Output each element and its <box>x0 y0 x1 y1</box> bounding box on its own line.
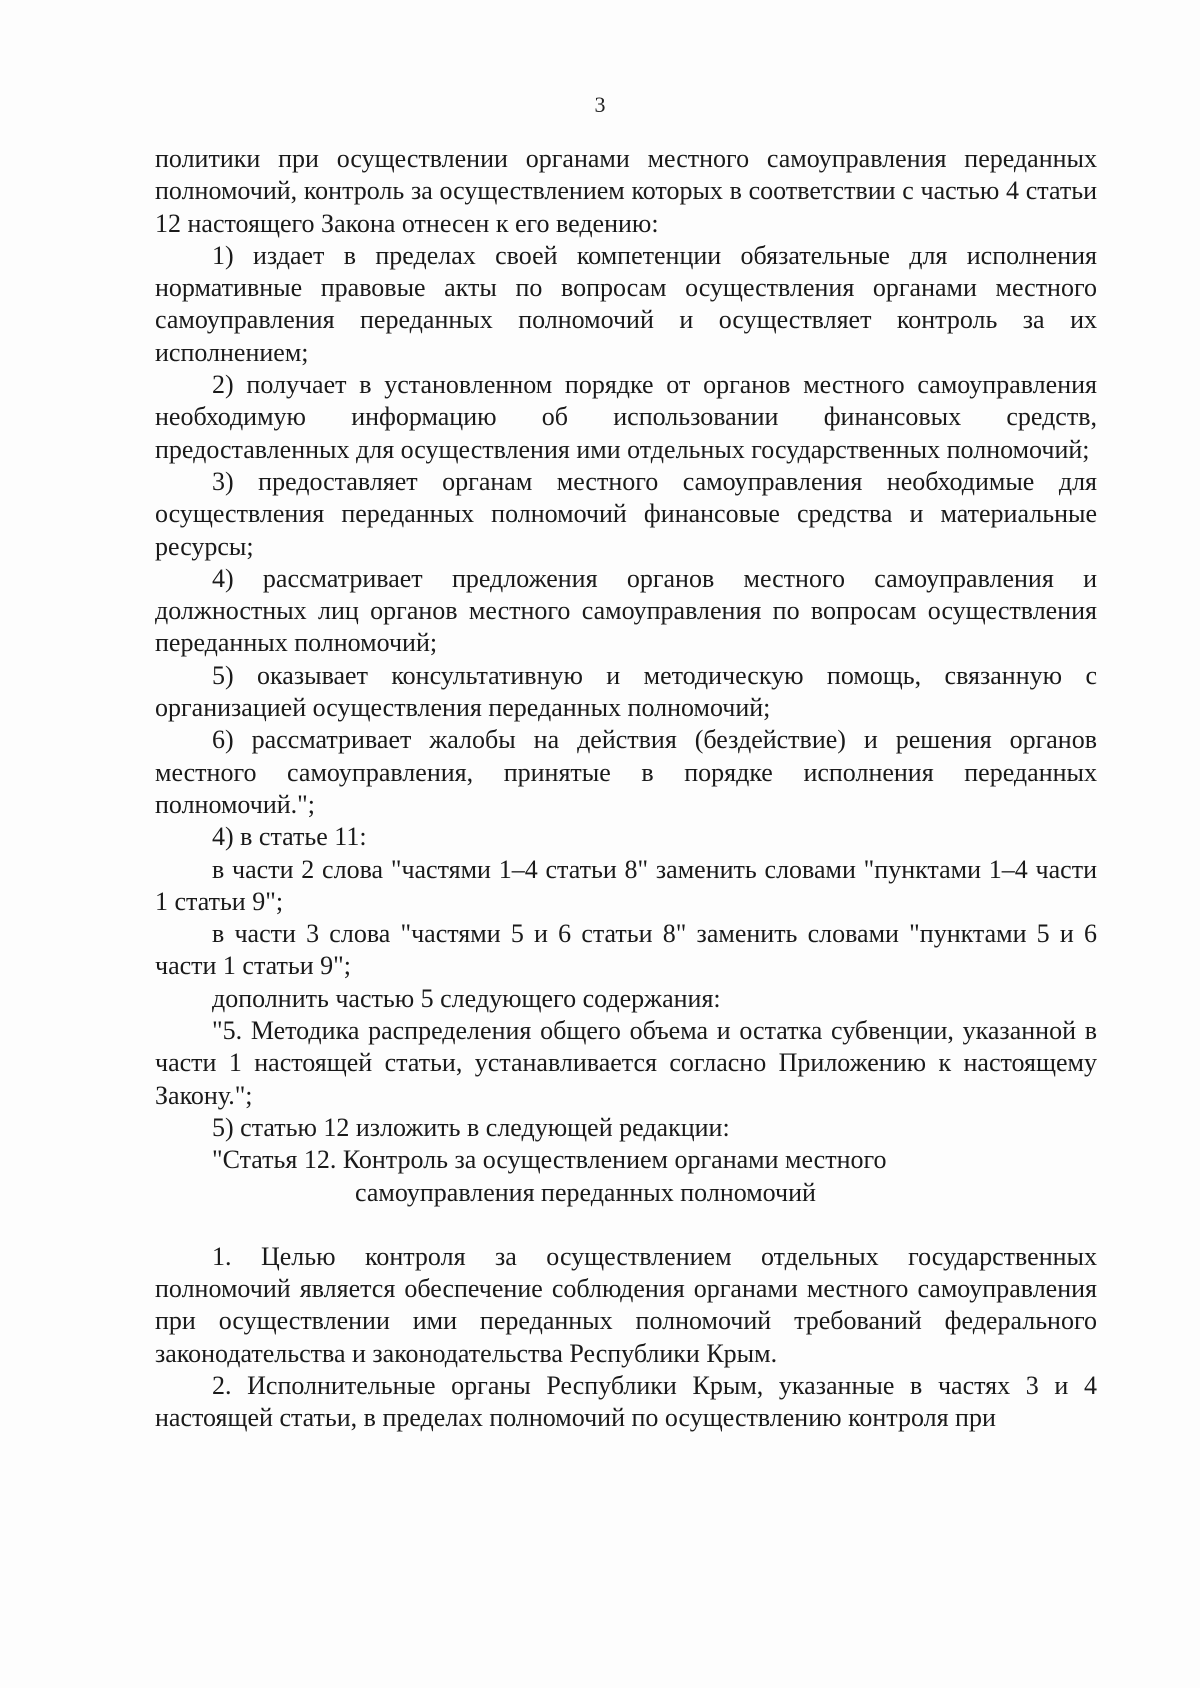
paragraph: 1) издает в пределах своей компетенции обязательные для исполнения нормативные правовые акты по вопросам осуществления органами местного самоуправления переданных полномочий и осуществляет контроль за их исполнением; <box>155 240 1097 367</box>
paragraph-spacer <box>155 1209 1097 1241</box>
article-heading-line: самоуправления переданных полномочий <box>355 1177 816 1207</box>
document-body <box>155 143 1097 1435</box>
paragraph: 4) рассматривает предложения органов местного самоуправления и должностных лиц органов местного самоуправления по вопросам осуществления переданных полномочий; <box>155 563 1097 658</box>
paragraph: 5) статью 12 изложить в следующей редакции: <box>212 1112 730 1142</box>
paragraph: 1. Целью контроля за осуществлением отдельных государственных полномочий является обеспечение соблюдения органами местного самоуправления при осуществлении ими переданных полномочий требований федерального законодательства и законодательства Республики Крым. <box>155 1241 1097 1368</box>
paragraph: 4) в статье 11: <box>212 822 367 852</box>
paragraph: "5. Методика распределения общего объема и остатка субвенции, указанной в части 1 настоящей статьи, устанавливается согласно Приложению к настоящему Закону."; <box>155 1016 1097 1110</box>
paragraph: 6) рассматривает жалобы на действия (бездействие) и решения органов местного самоуправления, принятые в порядке исполнения переданных полномочий."; <box>155 725 1097 819</box>
paragraph: 3) предоставляет органам местного самоуправления необходимые для осуществления переданных полномочий финансовые средства и материальные ресурсы; <box>155 466 1097 561</box>
article-heading-line: "Статья 12. Контроль за осуществлением органами местного <box>212 1145 887 1175</box>
paragraph: 2) получает в установленном порядке от органов местного самоуправления необходимую информацию об использовании финансовых средств, предоставленных для осуществления ими отдельных государственных полномочий; <box>155 370 1097 464</box>
page-number: 3 <box>594 92 606 117</box>
paragraph: в части 3 слова "частями 5 и 6 статьи 8" заменить словами "пунктами 5 и 6 части 1 статьи 9"; <box>155 919 1097 981</box>
paragraph: политики при осуществлении органами местного самоуправления переданных полномочий, контроль за осуществлением которых в соответствии с частью 4 статьи 12 настоящего Закона отнесен к его ведению: <box>155 144 1097 238</box>
paragraph: дополнить частью 5 следующего содержания: <box>212 983 721 1013</box>
paragraph: в части 2 слова "частями 1–4 статьи 8" заменить словами "пунктами 1–4 части 1 статьи 9"; <box>155 854 1097 916</box>
paragraph: 2. Исполнительные органы Республики Крым, указанные в частях 3 и 4 настоящей статьи, в пределах полномочий по осуществлению контроля при <box>155 1370 1097 1433</box>
paragraph: 5) оказывает консультативную и методическую помощь, связанную с организацией осуществления переданных полномочий; <box>155 660 1097 723</box>
